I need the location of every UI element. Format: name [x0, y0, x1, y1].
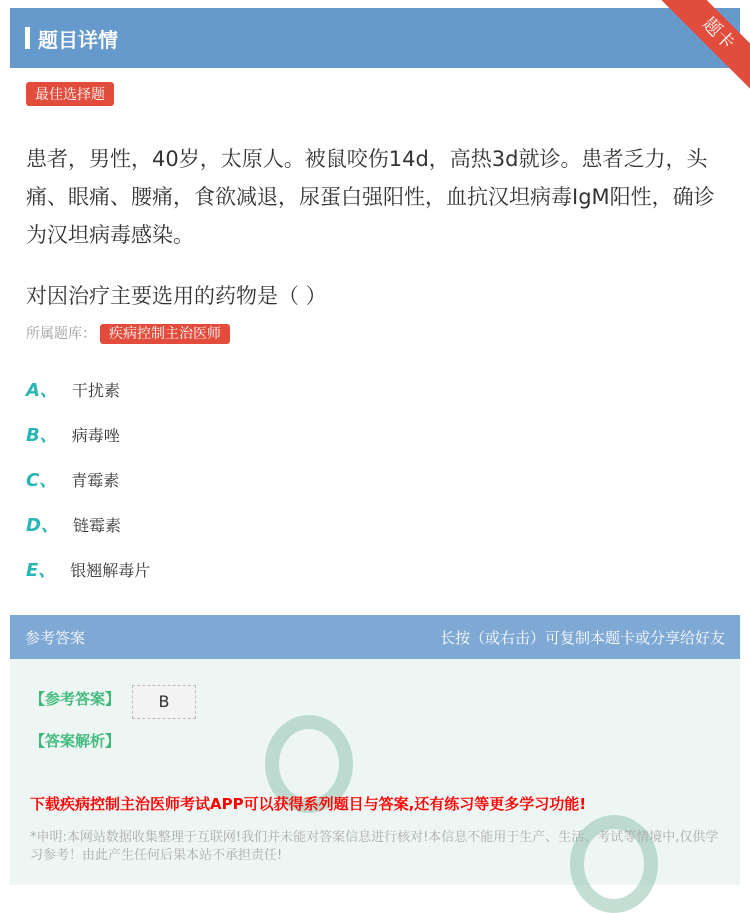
option-letter: B、: [26, 425, 58, 446]
option-text: 青霉素: [71, 471, 120, 490]
answer-image: B: [132, 685, 196, 719]
share-hint: 长按（或右击）可复制本题卡或分享给好友: [439, 628, 725, 647]
source: [26, 323, 230, 343]
option-letter: E、: [26, 560, 57, 581]
question-ask: 对因治疗主要选用的药物是（ ）: [26, 284, 327, 308]
option-text: 链霉素: [72, 516, 121, 535]
option-letter: C、: [26, 470, 58, 491]
option-d[interactable]: [26, 511, 121, 537]
option-letter: A、: [26, 380, 58, 401]
page-title: 题目详情: [38, 27, 118, 52]
option-text: 银翘解毒片: [70, 561, 151, 580]
option-b[interactable]: [26, 421, 120, 447]
answer-section: [10, 615, 740, 885]
source-label: 所属题库：: [26, 326, 96, 342]
header: [10, 8, 740, 68]
question-text: 患者，男性，40岁，太原人。被鼠咬伤14d，高热3d就诊。患者乏力，头痛、眼痛、腰痛，食欲减退，尿蛋白强阳性，血抗汉坦病毒IgM阳性，确诊为汉坦病毒感染。: [26, 147, 715, 247]
option-letter: D、: [26, 515, 59, 536]
source-tag[interactable]: 疾病控制主治医师: [100, 324, 230, 344]
title-bar-accent: [25, 27, 30, 49]
answer-label: 【参考答案】: [30, 690, 121, 708]
option-c[interactable]: [26, 466, 119, 492]
question-type-tag: 最佳选择题: [26, 82, 114, 106]
answer-title: 参考答案: [25, 628, 86, 647]
option-a[interactable]: [26, 376, 120, 402]
app-promo-link[interactable]: 下载疾病控制主治医师考试APP可以获得系列题目与答案,还有练习等更多学习功能!: [30, 795, 587, 813]
disclaimer: *申明:本网站数据收集整理于互联网!我们并未能对答案信息进行核对!本信息不能用于生产、生活、考试等情境中,仅供学习参考！由此产生任何后果本站不承担责任!: [30, 830, 719, 863]
ribbon-badge: 题卡: [657, 0, 750, 95]
answer-header: [10, 615, 740, 659]
option-e[interactable]: [26, 556, 150, 582]
option-text: 病毒唑: [71, 426, 120, 445]
analysis-label: 【答案解析】: [30, 732, 121, 750]
option-text: 干扰素: [71, 381, 120, 400]
